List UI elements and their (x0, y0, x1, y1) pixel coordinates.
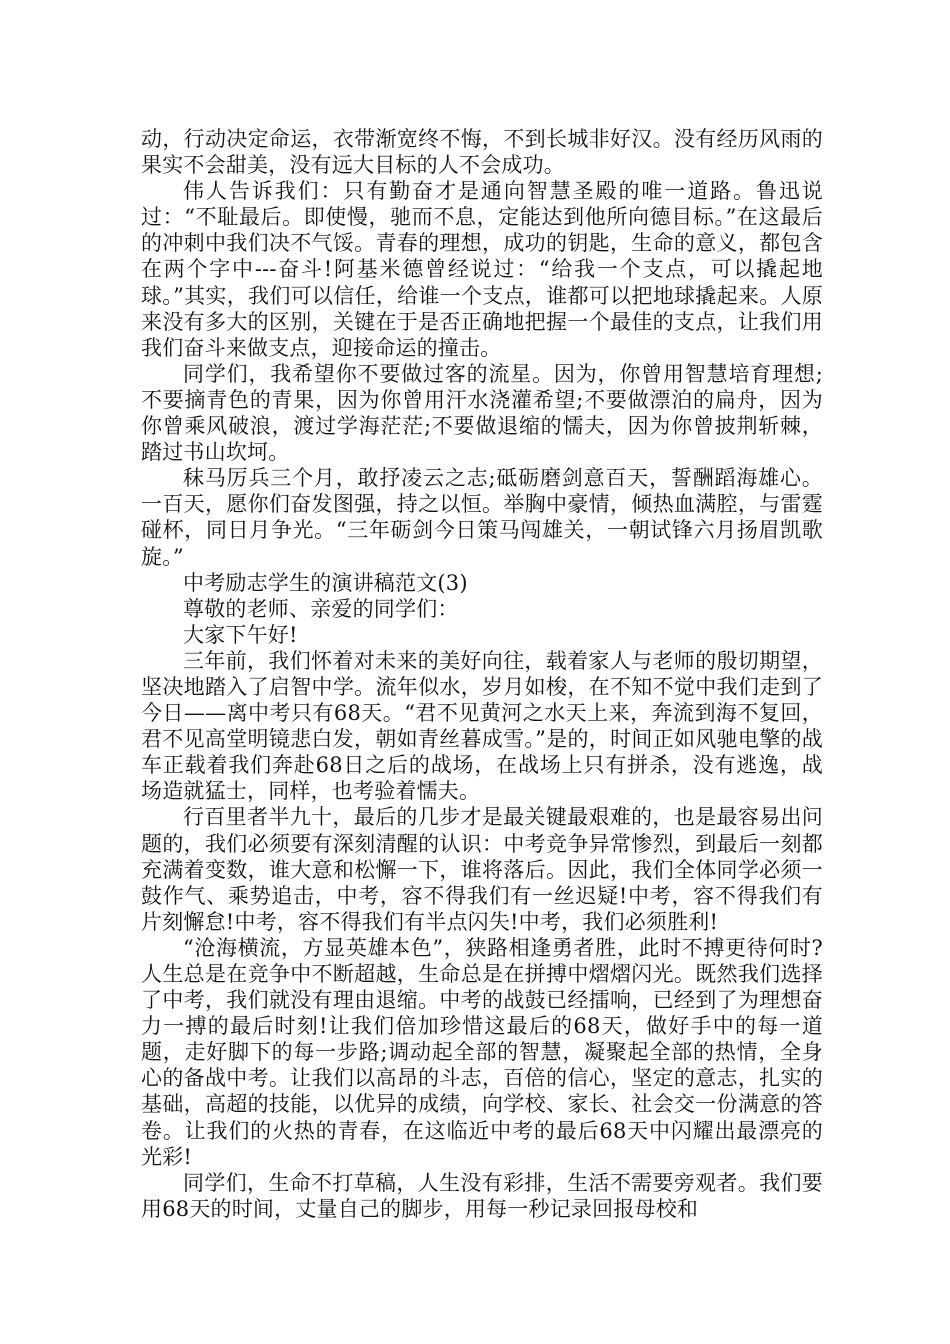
paragraph-1: 动，行动决定命运，衣带渐宽终不悔，不到长城非好汉。没有经历风雨的果实不会甜美，没有远大目标的人不会成功。 (141, 127, 823, 178)
paragraph-10: “沧海横流，方显英雄本色”，狭路相逢勇者胜，此时不搏更待何时?人生总是在竞争中不断超越，生命总是在拼搏中熠熠闪光。既然我们选择了中考，我们就没有理由退缩。中考的战鼓已经擂响，已经到了为理想奋力一搏的最后时刻!让我们倍加珍惜这最后的68天，做好手中的每一道题，走好脚下的每一步路;调动起全部的智慧，凝聚起全部的热情，全身心的备战中考。让我们以高昂的斗志，百倍的信心，坚定的意志，扎实的基础，高超的技能，以优异的成绩，向学校、家长、社会交一份满意的答卷。让我们的火热的青春，在这临近中考的最后68天中闪耀出最漂亮的光彩! (141, 935, 823, 1169)
salutation: 尊敬的老师、亲爱的同学们： (183, 596, 459, 621)
paragraph-2: 伟人告诉我们：只有勤奋才是通向智慧圣殿的唯一道路。鲁迅说过：“不耻最后。即使慢，驰而不息，定能达到他所向德目标。”在这最后的冲刺中我们决不气馁。青春的理想，成功的钥匙，生命的意义，都包含在两个字中---奋斗!阿基米德曾经说过：“给我一个支点，可以撬起地球。”其实，我们可以信任，给谁一个支点，谁都可以把地球撬起来。人原来没有多大的区别，关键在于是否正确地把握一个最佳的支点，让我们用我们奋斗来做支点，迎接命运的撞击。 (141, 179, 823, 360)
paragraph-9: 行百里者半九十，最后的几步才是最关键最艰难的，也是最容易出问题的，我们必须要有深刻清醒的认识：中考竞争异常惨烈，到最后一刻都充满着变数，谁大意和松懈一下，谁将落后。因此，我们全体同学必须一鼓作气、乘势追击，中考，容不得我们有一丝迟疑!中考，容不得我们有片刻懈怠!中考，容不得我们有半点闪失!中考，我们必须胜利! (141, 805, 823, 934)
greeting: 大家下午好! (183, 622, 298, 647)
paragraph-11: 同学们，生命不打草稿，人生没有彩排，生活不需要旁观者。我们要用68天的时间，丈量自己的脚步，用每一秒记录回报母校和 (141, 1170, 823, 1221)
paragraph-8: 三年前，我们怀着对未来的美好向往，载着家人与老师的殷切期望，坚决地踏入了启智中学。流年似水，岁月如梭，在不知不觉中我们走到了今日——离中考只有68天。“君不见黄河之水天上来，奔流到海不复回，君不见高堂明镜悲白发，朝如青丝暮成雪。”是的，时间正如风驰电擎的战车正载着我们奔赴68日之后的战场，在战场上只有拼杀，没有逃逸，战场造就猛士，同样，也考验着懦夫。 (141, 648, 823, 804)
paragraph-4: 秣马厉兵三个月，敢抒凌云之志;砥砺磨剑意百天，誓酬蹈海雄心。一百天，愿你们奋发图强，持之以恒。举胸中豪情，倾热血满腔，与雷霆碰杯，同日月争光。“三年砺剑今日策马闯雄关，一朝试锋六月扬眉凯歌旋。” (141, 466, 823, 569)
paragraph-3: 同学们，我希望你不要做过客的流星。因为，你曾用智慧培育理想;不要摘青色的青果，因为你曾用汗水浇灌希望;不要做漂泊的扁舟，因为你曾乘风破浪，渡过学海茫茫;不要做退缩的懦夫，因为你曾披荆斩棘，踏过书山坎坷。 (141, 361, 823, 465)
section-heading: 中考励志学生的演讲稿范文(3) (183, 570, 468, 595)
document-body (141, 126, 823, 1222)
